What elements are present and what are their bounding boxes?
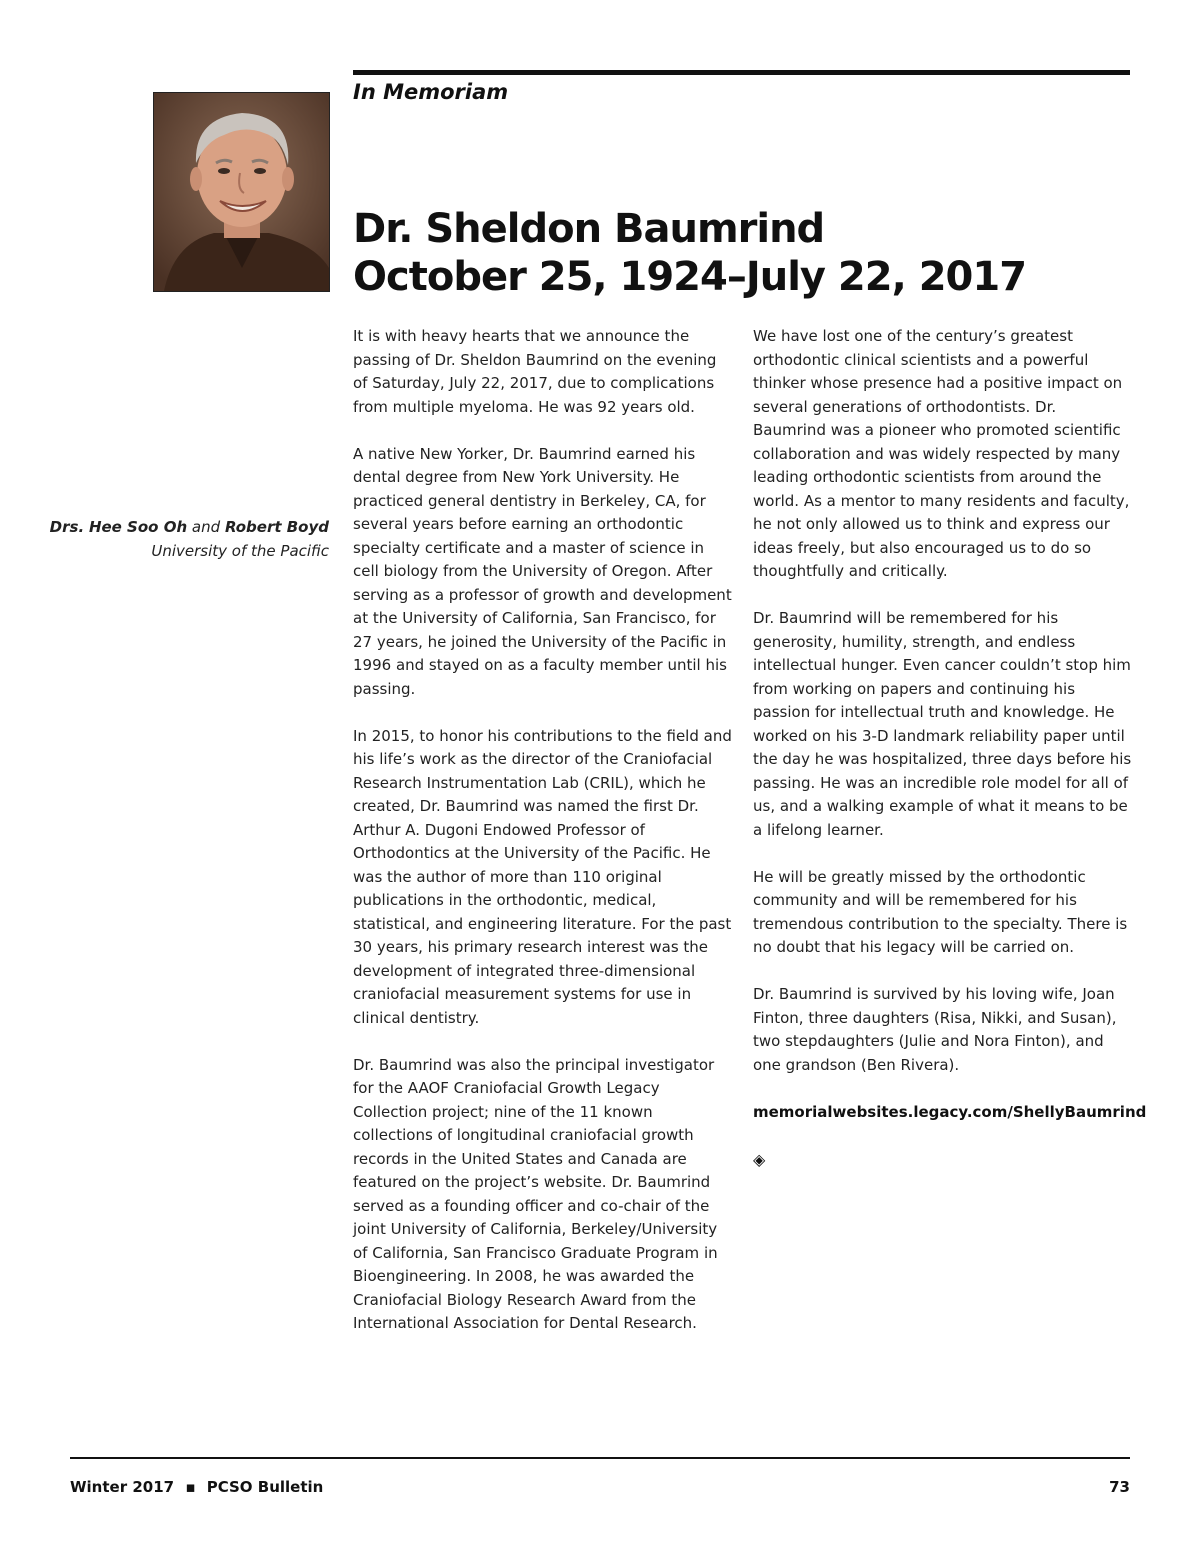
end-of-article-icon: ◈ [753, 1149, 766, 1169]
paragraph: In 2015, to honor his contributions to the field and his life’s work as the director of the Craniofacial Research Instrumentation Lab (CRIL), which he created, Dr. Baumrind was named the first Dr. Arthur A. Dugoni Endowed Professor of Orthodontics at the University of the Pacific. He was the author of more than 110 original publications in the orthodontic, medical, statistical, and engineering literature. For the past 30 years, his primary research interest was the development of integrated three-dimensional craniofacial measurement systems for use in clinical dentistry. [353, 726, 732, 1027]
byline-author-1: Hee Soo Oh [88, 518, 188, 536]
top-rule [353, 70, 1130, 75]
footer-publication: PCSO Bulletin [206, 1478, 324, 1496]
byline-author-2: Robert Boyd [224, 518, 329, 536]
paragraph: Dr. Baumrind will be remembered for his generosity, humility, strength, and endless intellectual hunger. Even cancer couldn’t stop him from working on papers and continuing his passion for intellectual truth and knowledge. He worked on his 3-D landmark reliability paper until the day he was hospitalized, three days before his passing. He was an incredible role model for all of us, and a walking example of what it means to be a lifelong learner. [753, 609, 1132, 839]
paragraph: Dr. Baumrind was also the principal investigator for the AAOF Craniofacial Growth Legacy Collection project; nine of the 11 known collections of longitudinal craniofacial growth records in the United States and Canada are featured on the project’s website. Dr. Baumrind served as a founding officer and co-chair of the joint University of California, Berkeley/University of California, San Francisco Graduate Program in Bioengineering. In 2008, he was awarded the Craniofacial Biology Research Award from the International Association for Dental Research. [353, 1055, 718, 1332]
title-dates: October 25, 1924–July 22, 2017 [353, 254, 1027, 300]
byline-affiliation: University of the Pacific [151, 542, 329, 560]
article-column-right [753, 325, 1147, 1171]
title-name: Dr. Sheldon Baumrind [353, 206, 825, 252]
portrait-photo [153, 92, 330, 292]
byline-prefix: Drs. [49, 518, 85, 536]
footer-issue-info [70, 1478, 323, 1496]
section-label: In Memoriam [353, 80, 509, 104]
memoriam-title [353, 205, 1026, 301]
paragraph: It is with heavy hearts that we announce the passing of Dr. Sheldon Baumrind on the evening of Saturday, July 22, 2017, due to complications from multiple myeloma. He was 92 years old. [353, 327, 717, 416]
memorial-website-link[interactable]: memorialwebsites.legacy.com/ShellyBaumrind [753, 1102, 1147, 1121]
paragraph: Dr. Baumrind is survived by his loving wife, Joan Finton, three daughters (Risa, Nikki, and Susan), two stepdaughters (Julie and Nora Finton), and one grandson (Ben Rivera). [753, 985, 1117, 1074]
paragraph: We have lost one of the century’s greatest orthodontic clinical scientists and a powerful thinker whose presence had a positive impact on several generations of orthodontists. Dr. Baumrind was a pioneer who promoted scientific collaboration and was widely respected by many leading orthodontic scientists from around the world. As a mentor to many residents and faculty, he not only allowed us to think and express our ideas freely, but also encouraged us to do so thoughtfully and critically. [753, 327, 1130, 580]
footer-separator-icon: ▪ [185, 1478, 196, 1496]
article-column-left [353, 325, 733, 1359]
paragraph: He will be greatly missed by the orthodontic community and will be remembered for his tremendous contribution to the specialty. There is no doubt that his legacy will be carried on. [753, 867, 1128, 956]
byline-conjunction: and [191, 518, 221, 536]
author-byline [50, 515, 329, 563]
footer-rule [70, 1457, 1130, 1459]
page-number: 73 [1109, 1478, 1130, 1496]
footer-issue: Winter 2017 [70, 1478, 175, 1496]
paragraph: A native New Yorker, Dr. Baumrind earned his dental degree from New York University. He practiced general dentistry in Berkeley, CA, for several years before earning an orthodontic specialty certificate and a master of science in cell biology from the University of Oregon. After serving as a professor of growth and development at the University of California, San Francisco, for 27 years, he joined the University of the Pacific in 1996 and stayed on as a faculty member until his passing. [353, 444, 732, 698]
